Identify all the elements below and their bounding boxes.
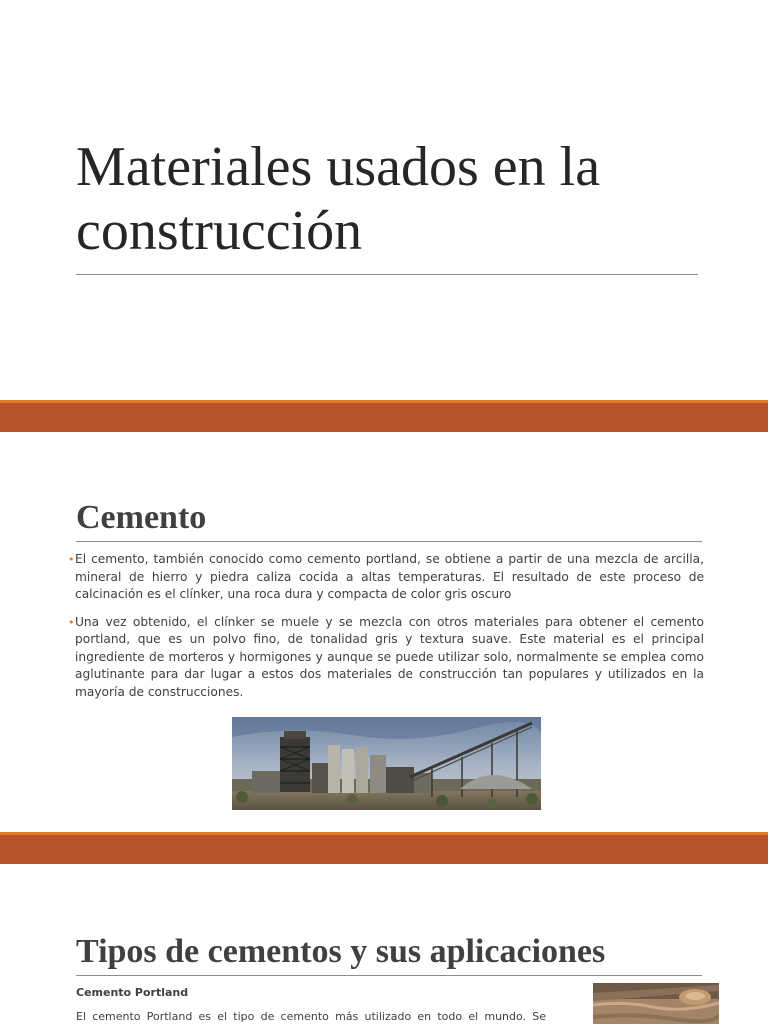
cement-texture-photo <box>593 983 719 1024</box>
bullet-marker: • <box>68 615 75 629</box>
title-slide <box>0 0 768 400</box>
title-divider <box>76 274 698 275</box>
bullet-text: El cemento, también conocido como cemento portland, se obtiene a partir de una mezcla de arcilla, mineral de hierro y piedra caliza cocida a altas temperaturas. El resultado de este proceso de calcinación es el clínker, una roca dura y compacta de color gris oscuro <box>75 552 704 601</box>
bullet-marker: • <box>68 553 75 566</box>
cemento-portland-paragraph: El cemento Portland es el tipo de cemento más utilizado en todo el mundo. Se <box>76 1010 546 1023</box>
cemento-divider <box>76 541 702 542</box>
presentation-title <box>76 135 716 263</box>
cemento-portland-subheading: Cemento Portland <box>76 986 189 999</box>
tipos-heading: Tipos de cementos y sus aplicaciones <box>76 933 606 970</box>
cemento-bullet-list <box>68 551 704 711</box>
cemento-heading: Cemento <box>76 499 207 536</box>
tipos-divider <box>76 975 702 976</box>
cement-plant-photo <box>232 717 541 810</box>
bullet-item <box>68 551 704 604</box>
slide-separator <box>0 832 768 864</box>
title-line-2: construcción <box>76 200 363 262</box>
tipos-slide <box>0 864 768 1024</box>
cemento-slide <box>0 432 768 832</box>
bullet-text: Una vez obtenido, el clínker se muele y se mezcla con otros materiales para obtener el cemento portland, que es un polvo fino, de tonalidad gris y textura suave. Este material es el principal ingrediente de morteros y hormigones y aunque se puede utilizar solo, normalmente se emplea como aglutinante para dar lugar a estos dos materiales de construcción tan populares y utilizados en la mayoría de construcciones. <box>75 614 704 699</box>
bullet-item <box>68 614 704 702</box>
title-line-1: Materiales usados en la <box>76 136 601 198</box>
slide-separator <box>0 400 768 432</box>
